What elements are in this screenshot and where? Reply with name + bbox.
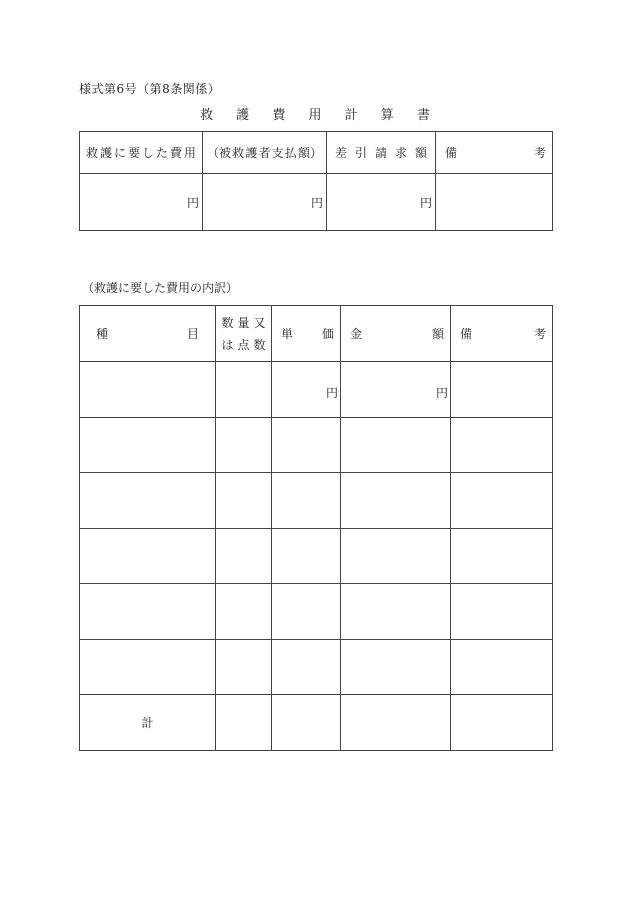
table-row — [80, 584, 553, 640]
title-char: 計 — [344, 108, 358, 123]
breakdown-table — [79, 305, 553, 751]
amount-cell[interactable] — [341, 584, 451, 640]
header-unit-price: 単 価 — [272, 306, 341, 362]
unit-price-cell[interactable] — [272, 417, 341, 473]
item-kind-cell[interactable] — [80, 639, 216, 695]
table-row — [80, 639, 553, 695]
unit-price-cell[interactable] — [272, 473, 341, 529]
form-number: 様式第6号（第8条関係） — [79, 82, 221, 96]
header-remarks: 備 考 — [436, 132, 553, 174]
table-row — [80, 473, 553, 529]
total-label: 計 — [80, 695, 216, 751]
rescue-cost-cell[interactable]: 円 — [80, 174, 203, 231]
item-kind-cell[interactable] — [80, 528, 216, 584]
unit-price-cell[interactable] — [272, 639, 341, 695]
amount-cell[interactable] — [341, 417, 451, 473]
title-char: 算 — [380, 108, 394, 123]
title-char: 護 — [236, 108, 250, 123]
unit-price-cell[interactable]: 円 — [272, 362, 341, 418]
item-kind-cell[interactable] — [80, 584, 216, 640]
unit-price-cell[interactable] — [272, 695, 341, 751]
unit-price-cell[interactable] — [272, 528, 341, 584]
quantity-cell[interactable] — [216, 584, 272, 640]
paid-by-rescued-cell[interactable]: 円 — [203, 174, 327, 231]
quantity-cell[interactable] — [216, 473, 272, 529]
quantity-cell[interactable] — [216, 362, 272, 418]
remarks-cell[interactable] — [451, 417, 553, 473]
summary-data-row — [80, 174, 553, 231]
summary-table — [79, 131, 553, 231]
title-char: 書 — [416, 108, 430, 123]
header-remarks: 備 考 — [451, 306, 553, 362]
header-rescue-cost: 救 護 に 要 し た 費 用 — [80, 132, 203, 174]
item-kind-cell[interactable] — [80, 417, 216, 473]
header-amount: 金 額 — [341, 306, 451, 362]
quantity-cell[interactable] — [216, 528, 272, 584]
amount-cell[interactable] — [341, 695, 451, 751]
item-kind-cell[interactable] — [80, 362, 216, 418]
remarks-cell[interactable] — [451, 584, 553, 640]
breakdown-section-title: （救護に要した費用の内訳） — [82, 281, 239, 295]
quantity-cell[interactable] — [216, 639, 272, 695]
net-claim-cell[interactable]: 円 — [327, 174, 436, 231]
title-char: 救 — [200, 108, 214, 123]
table-row — [80, 417, 553, 473]
header-item-kind: 種 目 — [80, 306, 216, 362]
title-char: 費 — [272, 108, 286, 123]
remarks-cell[interactable] — [436, 174, 553, 231]
unit-price-cell[interactable] — [272, 584, 341, 640]
header-quantity: 数量又 は点数 — [216, 306, 272, 362]
amount-cell[interactable] — [341, 528, 451, 584]
table-row — [80, 528, 553, 584]
remarks-cell[interactable] — [451, 695, 553, 751]
document-title — [200, 104, 430, 123]
remarks-cell[interactable] — [451, 528, 553, 584]
quantity-cell[interactable] — [216, 417, 272, 473]
remarks-cell[interactable] — [451, 639, 553, 695]
amount-cell[interactable] — [341, 639, 451, 695]
summary-header-row — [80, 132, 553, 174]
header-paid-by-rescued: （被 救 護 者 支 払 額） — [203, 132, 327, 174]
amount-cell[interactable] — [341, 473, 451, 529]
remarks-cell[interactable] — [451, 473, 553, 529]
header-net-claim: 差 引 請 求 額 — [327, 132, 436, 174]
item-kind-cell[interactable] — [80, 473, 216, 529]
table-row — [80, 362, 553, 418]
amount-cell[interactable]: 円 — [341, 362, 451, 418]
total-row — [80, 695, 553, 751]
remarks-cell[interactable] — [451, 362, 553, 418]
quantity-cell[interactable] — [216, 695, 272, 751]
title-char: 用 — [308, 108, 322, 123]
breakdown-header-row — [80, 306, 553, 362]
